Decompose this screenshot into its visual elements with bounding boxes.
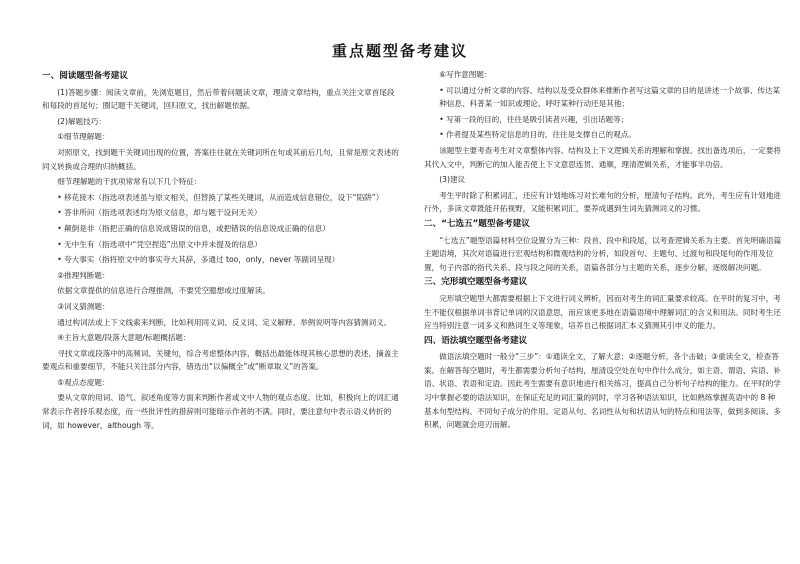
subsection-heading: (3)建议	[439, 175, 466, 185]
bullet-item: • 颠倒是非（指把正确的信息说成错误的信息，或把错误的信息说成正确的信息）	[57, 223, 330, 233]
right-column	[424, 68, 782, 434]
paragraph: 完形填空题型大都需要根据上下文进行词义辨析，因而对考生的词汇量要求较高。在平时的复习中，考生不能仅根据单词书背记单词的汉语意思，而应该更多地在语篇语境中理解词汇的含义和用法。同时考生还应当特别注意一词多义和熟词生义等现象，培养自己根据词汇本义猜测其引申义的能力。	[424, 293, 781, 331]
paragraph: (1)答题步骤：阅读文章前，先浏览题目，然后带着问题读文章，理清文章结构，重点关注文章首尾段和每段的首尾句；圈记题干关键词，回归原文，找出解题依据。	[42, 87, 395, 111]
page-title: 重点题型备考建议	[331, 42, 468, 60]
paragraph: 要从文章的用词、语气、叙述角度等方面来判断作者或文中人物的观点态度。比如，积极向上的词汇通常表示作者持乐观态度，而一些批评性的措辞则可能暗示作者的不满。同时，要注意句中表示语义转折的词，如 however，although 等。	[42, 393, 399, 430]
subsection-heading: ⑥写作意图题：	[439, 70, 492, 79]
left-column	[42, 70, 400, 434]
subsection-heading: ①细节理解题：	[57, 132, 110, 142]
paragraph: 该题型主要考查考生对文章整体内容、结构及上下文逻辑关系的理解和掌握。找出备选项后，一定要将其代入文中，判断它的加入能否使上下文意思连贯、通顺，理清逻辑关系，才能事半功倍。	[424, 145, 781, 169]
section-heading: 一、阅读题型备考建议	[42, 71, 128, 81]
subsection-heading: ④主旨大意题/段落大意题/标题概括题：	[57, 333, 191, 343]
paragraph: 通过构词法或上下文线索来判断，比如利用同义词、反义词、定义解释、举例说明等内容猜测词义。	[57, 317, 392, 327]
paragraph: 细节理解题的干扰项常常有以下几个特征：	[57, 177, 202, 187]
bullet-item: • 移花接木（指选项表述虽与原文相关，但替换了某些关键词，从而造成信息错位，设下“陷阱”）	[57, 192, 384, 202]
paragraph: 做语法填空题时一般分“三步”：①通读全文，了解大意；②逐题分析，各个击破；③重读全文，检查答案。在解答每空题时，考生都需要分析句子结构，厘清设空处在句中作什么成分，如主语、谓语、宾语、补语、状语、表语和定语。因此考生需要有意识地进行相关练习，提高自己分析句子结构的能力。在平时的学习中掌握必要的语法知识，在保证充足的词汇量的同时，学习各种语法知识，比如熟练掌握英语中的 8 种基本句型结构、不同句子成分的作用、定语从句、名词性从句和状语从句的特点和用法等，做到多阅读、多积累，问题就会迎刃而解。	[424, 352, 781, 430]
bullet-item: • 作者提及某些特定信息的目的，往往是支撑自己的观点。	[439, 130, 636, 140]
bullet-item: • 无中生有（指选项中“凭空捏造”出原文中并未提及的信息）	[57, 239, 262, 249]
section-heading: 三、完形填空题型备考建议	[424, 277, 528, 288]
section-heading: 四、语法填空题型备考建议	[424, 335, 528, 346]
paragraph: 考生平时除了积累词汇，还应有计划地练习对长难句的分析，厘清句子结构。此外，考生应有计划地进行外，多读文章既能开拓视野，又能积累词汇，要养成遇到生词先猜测词义的习惯。	[424, 190, 781, 214]
bullet-item: • 夸大事实（指将原文中的事实夸大其辞，多通过 too，only，never 等副词呈现）	[57, 255, 340, 265]
bullet-item: • 可以通过分析文章的内容、结构以及受众群体来推断作者写这篇文章的目的是讲述一个故事、传达某种信息、科普某一知识或理论、呼吁某种行动还是其他；	[439, 85, 781, 109]
subsection-heading: ②推理判断题：	[57, 270, 110, 280]
bullet-item: • 写第一段的目的，往往是吸引读者兴趣，引出话题等；	[439, 114, 629, 124]
paragraph: 依据文章提供的信息进行合理推测，不要凭空臆想或过度解读。	[57, 286, 270, 296]
paragraph: 寻找文章或段落中的高频词、关键句，综合考虑整体内容，概括出最能体现其核心思想的表述，摘盖主要观点和重要细节，不能只关注部分内容，错选出“以偏概全”或“断章取义”的答案。	[42, 348, 399, 372]
paragraph: 对照原文，找到题干关键词出现的位置，答案往往就在关键词所在句或其前后几句，且常是原文表述的同义转换或合理的归纳概括。	[42, 147, 399, 171]
subsection-heading: ③词义猜测题：	[57, 301, 110, 311]
subsection-heading: (2)解题技巧：	[57, 116, 106, 126]
paragraph: “七选五”题型语篇材料空位设置分为三种：段首、段中和段尾，以考查逻辑关系为主要。首先明确语篇主题语境，其次对语篇进行宏观结构和微观结构的分析，如段首句、主题句、过渡句和段尾句的作用及位置，句子内部的指代关系、段与段之间的关系，语篇各部分与主题的关系，逐步分解，逐级解决问题。	[424, 235, 782, 272]
section-heading: 二、“七选五”题型备考建议	[424, 218, 530, 229]
subsection-heading: ⑤观点态度题：	[57, 377, 110, 387]
bullet-item: • 答非所问（指选项表述均为原文信息，却与题干设问无关）	[57, 208, 262, 218]
